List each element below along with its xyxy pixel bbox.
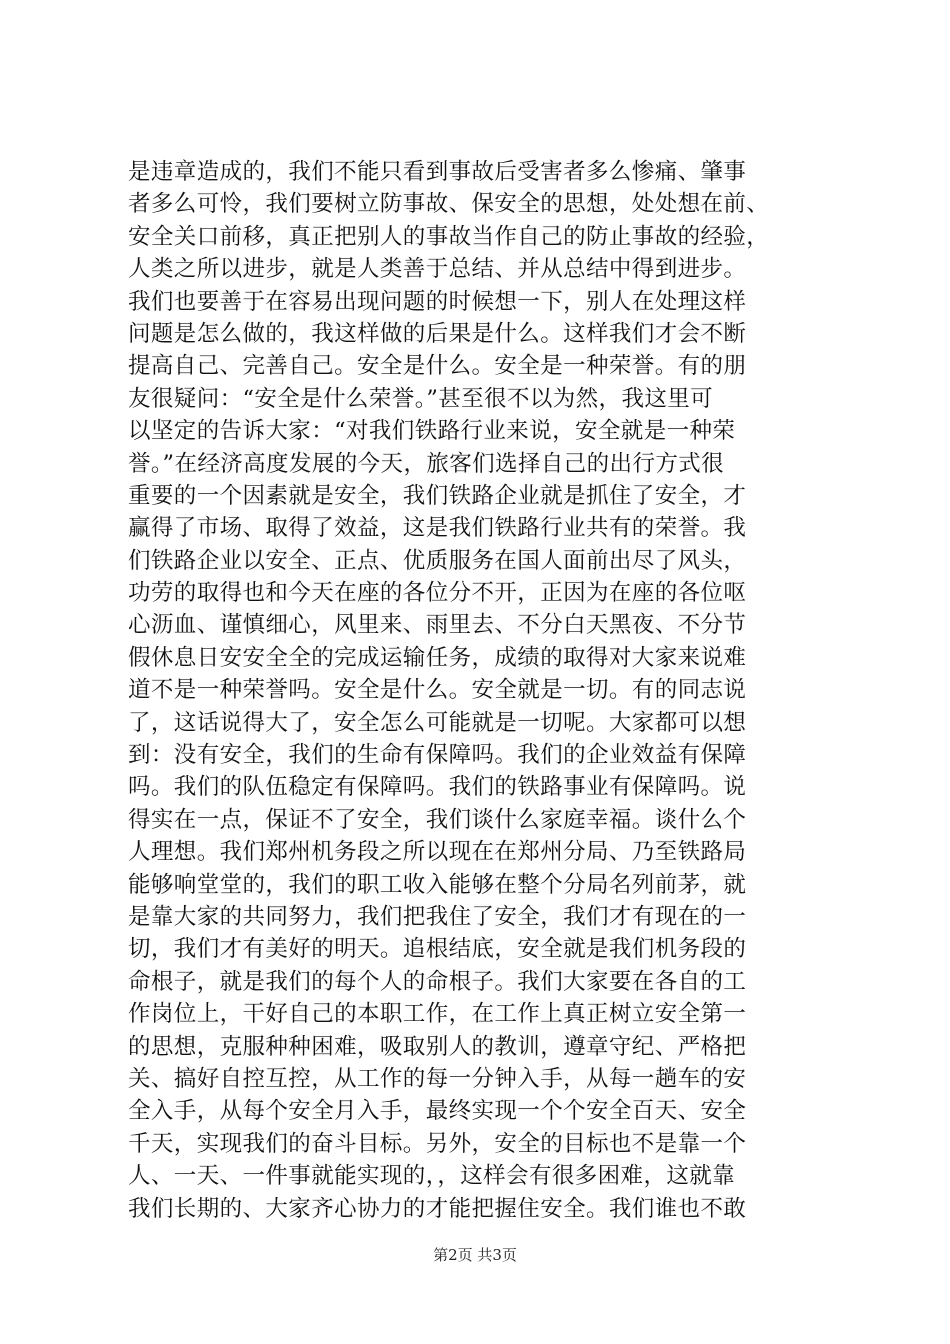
text-line: 心沥血、谨慎细心，风里来、雨里去、不分白天黑夜、不分节 <box>128 612 747 639</box>
text-line: 赢得了市场、取得了效益，这是我们铁路行业共有的荣誉。我 <box>128 515 747 542</box>
text-line: 人、一天、一件事就能实现的，，这样会有很多困难，这就靠 <box>128 1163 736 1190</box>
text-line: 人理想。我们郑州机务段之所以现在在郑州分局、乃至铁路局 <box>128 839 747 866</box>
text-line: 安全关口前移，真正把别人的事故当作自己的防止事故的经验， <box>128 223 770 250</box>
text-line: 誉。”在经济高度发展的今天，旅客们选择自己的出行方式很 <box>128 450 725 477</box>
text-line: 关、搞好自控互控，从工作的每一分钟入手，从每一趟车的安 <box>128 1065 747 1092</box>
text-line: 重要的一个因素就是安全，我们铁路企业就是抓住了安全，才 <box>128 482 747 509</box>
page-footer <box>0 1245 950 1265</box>
text-line: 命根子，就是我们的每个人的命根子。我们大家要在各自的工 <box>128 968 747 995</box>
text-line: 我们长期的、大家齐心协力的才能把握住安全。我们谁也不敢 <box>128 1195 747 1222</box>
text-line: 人类之所以进步，就是人类善于总结、并从总结中得到进步。 <box>128 256 747 283</box>
text-line: 功劳的取得也和今天在座的各位分不开，正因为在座的各位呕 <box>128 580 747 607</box>
text-line: 能够响堂堂的，我们的职工收入能够在整个分局名列前茅，就 <box>128 871 747 898</box>
text-line: 切，我们才有美好的明天。追根结底，安全就是我们机务段的 <box>128 936 747 963</box>
text-line: 得实在一点，保证不了安全，我们谈什么家庭幸福。谈什么个 <box>128 806 747 833</box>
text-line: 吗。我们的队伍稳定有保障吗。我们的铁路事业有保障吗。说 <box>128 774 747 801</box>
text-line: 的思想，克服种种困难，吸取别人的教训，遵章守纪、严格把 <box>128 1033 747 1060</box>
text-line: 以坚定的告诉大家：“对我们铁路行业来说，安全就是一种荣 <box>128 418 736 445</box>
page-number-label: 第2页 共3页 <box>433 1246 517 1264</box>
text-line: 作岗位上，干好自己的本职工作，在工作上真正树立安全第一 <box>128 1001 747 1028</box>
text-line: 问题是怎么做的，我这样做的后果是什么。这样我们才会不断 <box>128 320 747 347</box>
text-line: 们铁路企业以安全、正点、优质服务在国人面前出尽了风头， <box>128 547 747 574</box>
body-text <box>128 156 828 1225</box>
text-line: 友很疑问：“安全是什么荣誉。”甚至很不以为然，我这里可 <box>128 385 714 412</box>
text-line: 了，这话说得大了，安全怎么可能就是一切呢。大家都可以想 <box>128 709 747 736</box>
text-line: 全入手，从每个安全月入手，最终实现一个个安全百天、安全 <box>128 1098 747 1125</box>
text-line: 到：没有安全，我们的生命有保障吗。我们的企业效益有保障 <box>128 742 747 769</box>
text-line: 提高自己、完善自己。安全是什么。安全是一种荣誉。有的朋 <box>128 353 747 380</box>
text-line: 者多么可怜，我们要树立防事故、保安全的思想，处处想在前、 <box>128 191 770 218</box>
text-line: 道不是一种荣誉吗。安全是什么。安全就是一切。有的同志说 <box>128 677 747 704</box>
text-line: 是靠大家的共同努力，我们把我住了安全，我们才有现在的一 <box>128 903 747 930</box>
text-line: 我们也要善于在容易出现问题的时候想一下，别人在处理这样 <box>128 288 747 315</box>
text-line: 是违章造成的，我们不能只看到事故后受害者多么惨痛、肇事 <box>128 159 747 185</box>
text-line: 假休息日安安全全的完成运输任务，成绩的取得对大家来说难 <box>128 644 747 671</box>
text-line: 千天，实现我们的奋斗目标。另外，安全的目标也不是靠一个 <box>128 1130 747 1157</box>
